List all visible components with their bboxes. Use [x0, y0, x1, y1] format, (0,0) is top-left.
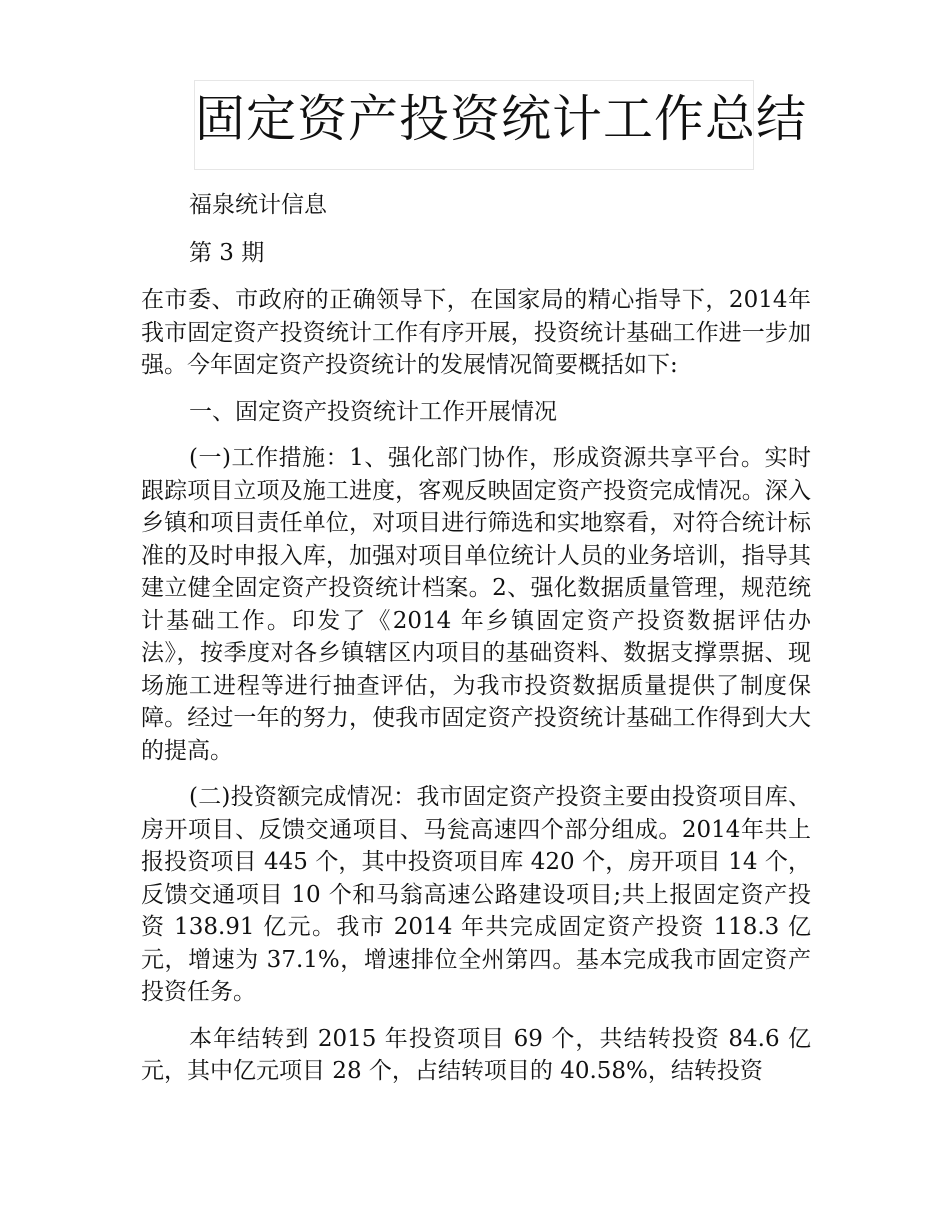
paragraph-investment: (二)投资额完成情况：我市固定资产投资主要由投资项目库、房开项目、反馈交通项目、马瓮高速四个部分组成。2014年共上报投资项目 445 个，其中投资项目库 420 个，房开项目 14 个，反馈交通项目 10 个和马翁高速公路建设项目;共上报固定资产投资 138.91 亿元。我市 2014 年共完成固定资产投资 118.3 亿元，增速为 37.1%，增速排位全州第四。基本完成我市固定资产投资任务。 [141, 784, 811, 1005]
paragraph-carryover: 本年结转到 2015 年投资项目 69 个，共结转投资 84.6 亿元，其中亿元项目 28 个，占结转项目的 40.58%，结转投资 [141, 1025, 811, 1084]
section-heading: 一、固定资产投资统计工作开展情况 [189, 398, 557, 425]
title-box [194, 80, 807, 170]
source-line: 福泉统计信息 [189, 192, 327, 218]
document-body [141, 189, 811, 1088]
paragraph-intro: 在市委、市政府的正确领导下，在国家局的精心指导下，2014年我市固定资产投资统计工作有序开展，投资统计基础工作进一步加强。今年固定资产投资统计的发展情况简要概括如下: [141, 287, 811, 378]
issue-line: 第 3 期 [189, 239, 265, 266]
paragraph-measures: (一)工作措施：1、强化部门协作，形成资源共享平台。实时跟踪项目立项及施工进度，客观反映固定资产投资完成情况。深入乡镇和项目责任单位，对项目进行筛选和实地察看，对符合统计标准的及时申报入库，加强对项目单位统计人员的业务培训，指导其建立健全固定资产投资统计档案。2、强化数据质量管理，规范统计基础工作。印发了《2014 年乡镇固定资产投资数据评估办法》，按季度对各乡镇辖区内项目的基础资料、数据支撑票据、现场施工进程等进行抽查评估，为我市投资数据质量提供了制度保障。经过一年的努力，使我市固定资产投资统计基础工作得到大大的提高。 [141, 445, 811, 764]
document-title: 固定资产投资统计工作总结 [195, 90, 807, 148]
